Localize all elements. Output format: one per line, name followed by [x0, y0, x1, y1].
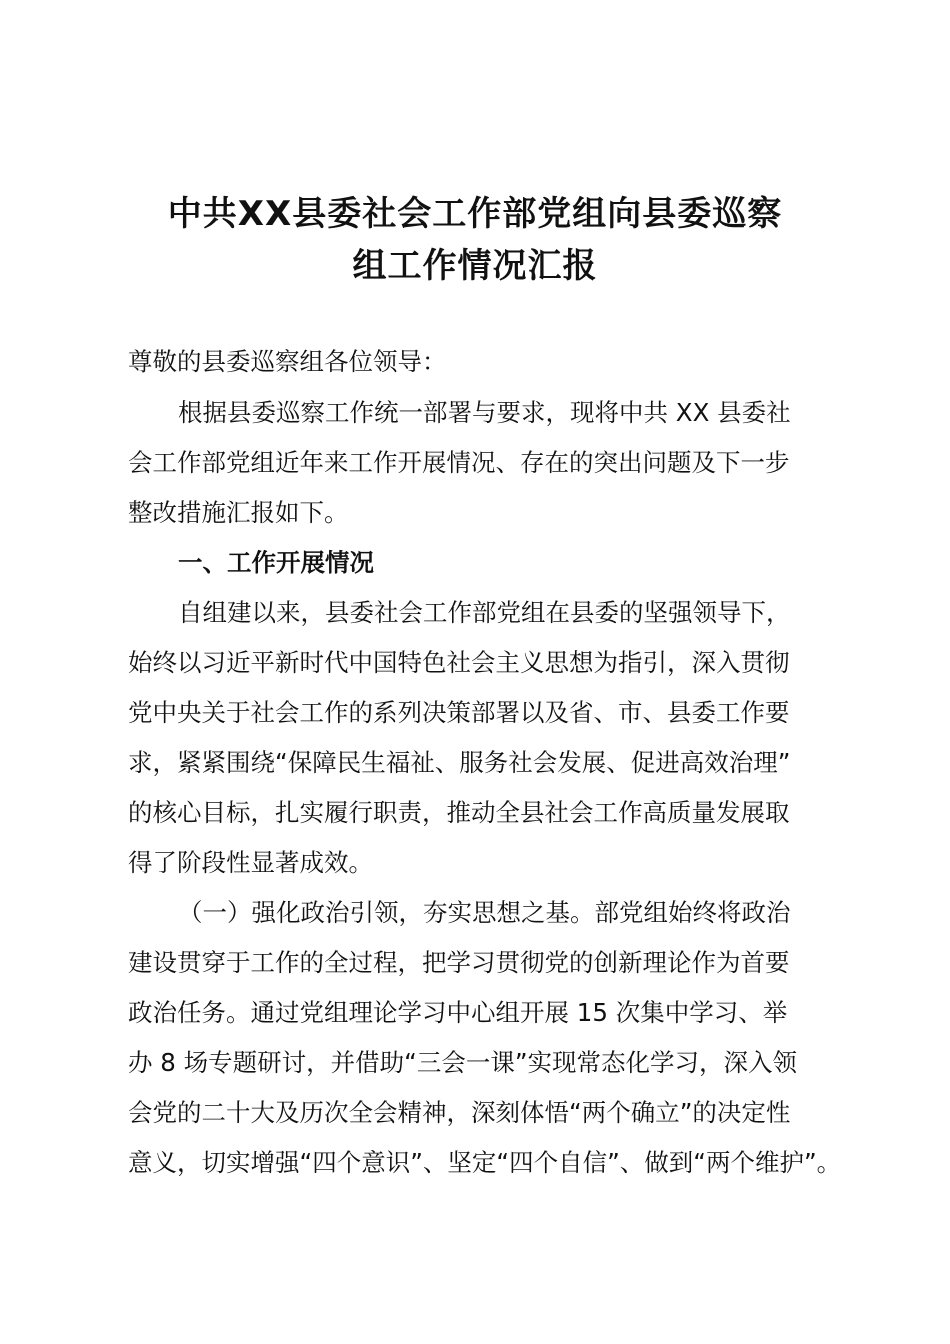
paragraph-line: 求，紧紧围绕“保障民生福祉、服务社会发展、促进高效治理” [128, 748, 791, 777]
salutation: 尊敬的县委巡察组各位领导： [128, 347, 447, 376]
section-heading: 一、工作开展情况 [178, 548, 374, 577]
paragraph-line: 会工作部党组近年来工作开展情况、存在的突出问题及下一步 [128, 448, 790, 477]
document-title-line-1: 中共XX县委社会工作部党组向县委巡察 [167, 194, 783, 234]
paragraph-line: 始终以习近平新时代中国特色社会主义思想为指引，深入贯彻 [128, 648, 790, 677]
paragraph-line: 整改措施汇报如下。 [128, 498, 349, 527]
paragraph-line: 办 8 场专题研讨，并借助“三会一课”实现常态化学习，深入领 [128, 1048, 798, 1077]
paragraph-line: 的核心目标，扎实履行职责，推动全县社会工作高质量发展取 [128, 798, 790, 827]
paragraph-line: 自组建以来，县委社会工作部党组在县委的坚强领导下， [178, 598, 791, 627]
document-title-line-2: 组工作情况汇报 [352, 246, 598, 286]
paragraph-line: 根据县委巡察工作统一部署与要求，现将中共 XX 县委社 [178, 398, 791, 427]
paragraph-line: 意义，切实增强“四个意识”、坚定“四个自信”、做到“两个维护”。 [128, 1148, 842, 1177]
paragraph-line: 党中央关于社会工作的系列决策部署以及省、市、县委工作要 [128, 698, 790, 727]
paragraph-line: 会党的二十大及历次全会精神，深刻体悟“两个确立”的决定性 [128, 1098, 791, 1127]
paragraph-line: 建设贯穿于工作的全过程，把学习贯彻党的创新理论作为首要 [128, 948, 790, 977]
paragraph-line: （一）强化政治引领，夯实思想之基。部党组始终将政治 [178, 898, 791, 927]
paragraph-line: 得了阶段性显著成效。 [128, 848, 373, 877]
paragraph-line: 政治任务。通过党组理论学习中心组开展 15 次集中学习、举 [128, 998, 788, 1027]
